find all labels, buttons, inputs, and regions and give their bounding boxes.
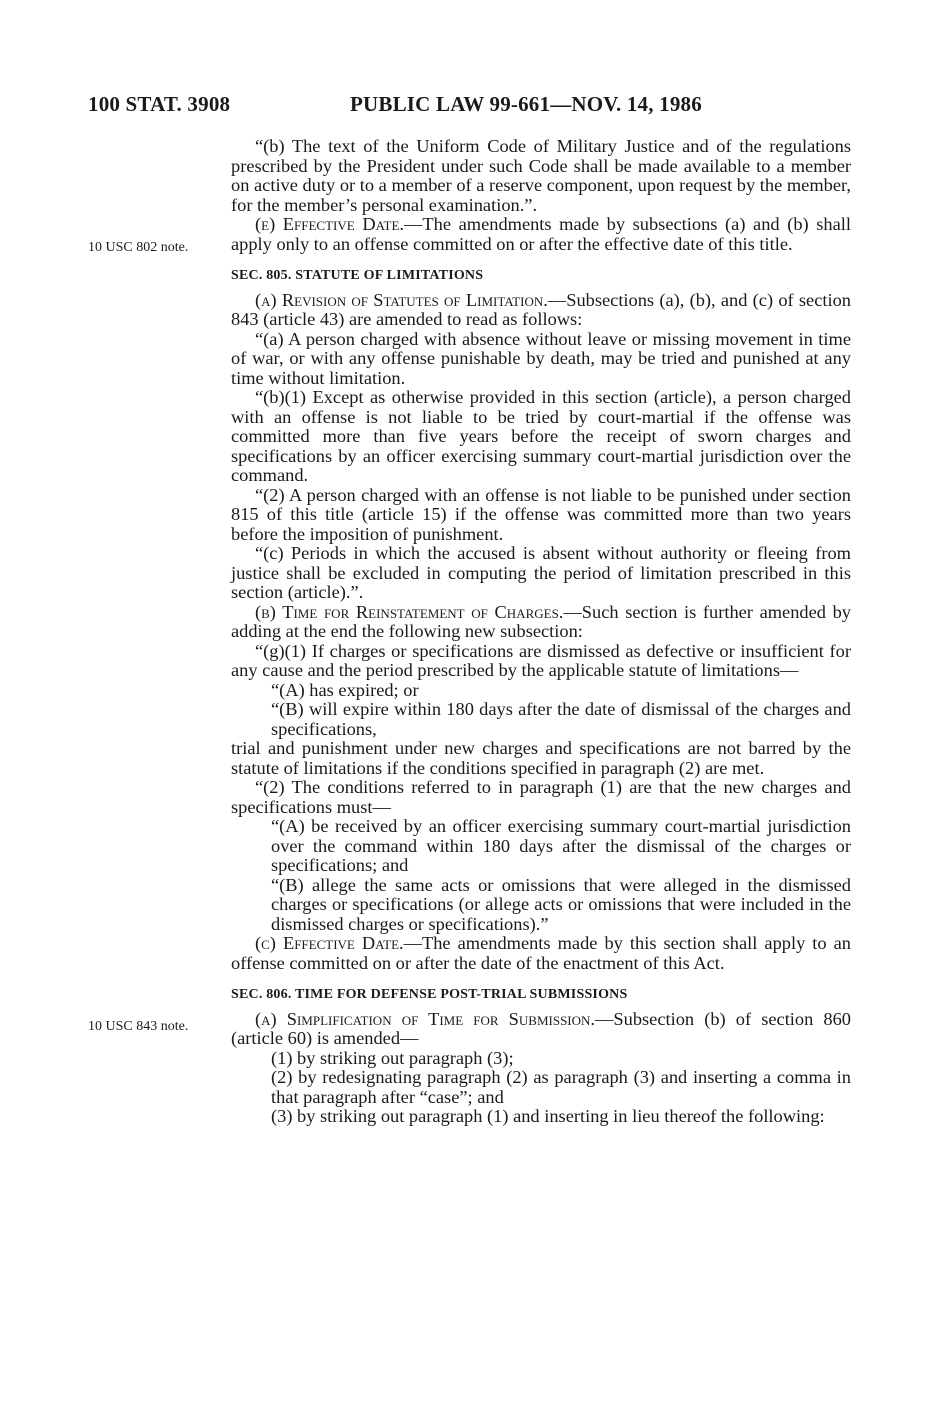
paragraph xyxy=(231,215,851,254)
paragraph: “(b)(1) Except as otherwise provided in this section (article), a person charged with an offense is not liable to be tried by court-martial if the offense was committed more than five years before the receipt of sworn charges and specifications by an officer exercising summary court-martial jurisdiction over the command. xyxy=(231,387,851,485)
paragraph-text: —The amendments made by this section shall apply to an offense committed on or after the date of the enactment of this Act. xyxy=(231,933,851,973)
paragraph: trial and punishment under new charges and specifications are not barred by the statute of limitations if the conditions specified in paragraph (2) are met. xyxy=(231,738,851,778)
paragraph: (3) by striking out paragraph (1) and inserting in lieu thereof the following: xyxy=(271,1106,825,1126)
paragraph-text: “(B) will expire within 180 days after the date of dismissal of the charges and specifications, xyxy=(271,699,851,739)
paragraph-text: —Subsection (b) of section 860 (article 60) is amended— xyxy=(231,1008,851,1048)
section-title: SEC. 806. TIME FOR DEFENSE POST-TRIAL SUBMISSIONS xyxy=(231,987,628,1002)
paragraph-text: —Subsections (a), (b), and (c) of section 843 (article 43) are amended to read as follows: xyxy=(231,289,851,329)
paragraph xyxy=(231,1010,851,1049)
paragraph: “(A) be received by an officer exercising summary court-martial jurisdiction over the command within 180 days after the dismissal of the charges or specifications; and xyxy=(271,816,851,875)
paragraph: “(B) allege the same acts or omissions that were alleged in the dismissed charges or specifications (or allege acts or omissions that were included in the dismissed charges or specifications).” xyxy=(271,874,851,934)
paragraph: “(b) The text of the Uniform Code of Military Justice and of the regulations prescribed by the President under such Code shall be made available to a member on active duty or to a member of a reserve component, upon request by the member, for the member’s personal examination.”. xyxy=(231,136,851,215)
paragraph: (2) by redesignating paragraph (2) as paragraph (3) and inserting a comma in that paragraph after “case”; and xyxy=(271,1067,851,1107)
paragraph: “(g)(1) If charges or specifications are dismissed as defective or insufficient for any cause and the period prescribed by the applicable statute of limitations— xyxy=(231,640,851,680)
paragraph: (1) by striking out paragraph (3); xyxy=(271,1047,514,1068)
paragraph-text: —The amendments made by subsections (a) and (b) shall apply only to an offense committed on or after the effective date of this title. xyxy=(231,214,851,254)
section-title: SEC. 805. STATUTE OF LIMITATIONS xyxy=(231,268,484,283)
margin-note: 10 USC 802 note. xyxy=(88,240,189,255)
public-law-title: PUBLIC LAW 99-661—NOV. 14, 1986 xyxy=(350,92,702,116)
paragraph xyxy=(231,700,851,739)
paragraph-heading: (c) Effective Date. xyxy=(255,933,404,953)
paragraph: “(c) Periods in which the accused is absent without authority or fleeing from justice shall be excluded in computing the period of limitation prescribed in this section (article).”. xyxy=(231,543,851,602)
stat-citation: 100 STAT. 3908 xyxy=(88,92,231,116)
paragraph-text: —Such section is further amended by adding at the end the following new subsection: xyxy=(231,601,851,641)
page-header xyxy=(88,92,848,118)
document-body xyxy=(231,137,851,1127)
paragraph: “(A) has expired; or xyxy=(271,679,419,700)
paragraph-heading: (e) Effective Date. xyxy=(255,214,405,234)
paragraph: “(2) A person charged with an offense is not liable to be punished under section 815 of this title (article 15) if the offense was committed more than two years before the imposition of punishment. xyxy=(231,484,851,544)
paragraph xyxy=(231,934,851,973)
margin-note: 10 USC 843 note. xyxy=(88,1019,189,1034)
paragraph xyxy=(231,603,851,642)
paragraph: “(2) The conditions referred to in paragraph (1) are that the new charges and specifications must— xyxy=(231,777,851,817)
paragraph-heading: (b) Time for Reinstatement of Charges. xyxy=(255,601,564,622)
paragraph: “(a) A person charged with absence without leave or missing movement in time of war, or with any offense punishable by death, may be tried and punished at any time without limitation. xyxy=(231,328,851,388)
paragraph-heading: (a) Simplification of Time for Submission. xyxy=(255,1008,596,1029)
paragraph xyxy=(231,291,851,330)
paragraph-heading: (a) Revision of Statutes of Limitation. xyxy=(255,289,548,310)
